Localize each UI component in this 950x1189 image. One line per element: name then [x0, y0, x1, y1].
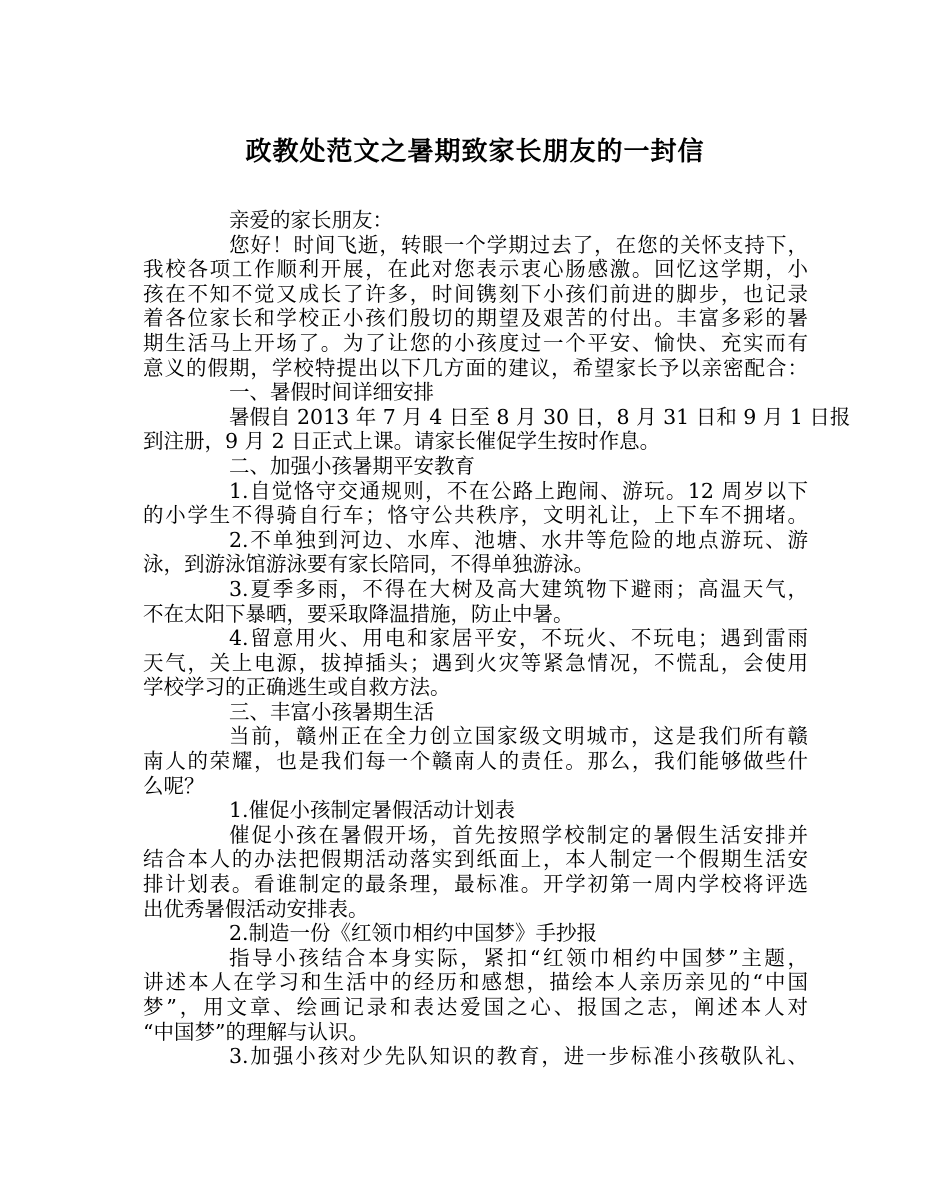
body-line: 3.加强小孩对少先队知识的教育，进一步标准小孩敬队礼、: [229, 1044, 808, 1069]
body-line: 亲爱的家长朋友：: [229, 208, 393, 232]
document-title: 政教处范文之暑期致家长朋友的一封信: [245, 137, 705, 167]
body-line: 排计划表。看谁制定的最条理，最标准。开学初第一周内学校将评选: [143, 872, 808, 897]
body-line: 二、加强小孩暑期平安教育: [229, 453, 475, 478]
body-line: 三、丰富小孩暑期生活: [229, 699, 434, 724]
body-line: 的小学生不得骑自行车；恪守公共秩序，文明礼让，上下车不拥堵。: [143, 503, 808, 528]
body-line: 南人的荣耀，也是我们每一个赣南人的责任。那么，我们能够做些什: [143, 749, 808, 774]
body-line: 结合本人的办法把假期活动落实到纸面上，本人制定一个假期生活安: [143, 847, 808, 872]
body-line: 期生活马上开场了。为了让您的小孩度过一个平安、愉快、充实而有: [143, 330, 808, 355]
body-line: 指导小孩结合本身实际，紧扣“红领巾相约中国梦”主题，: [229, 945, 808, 970]
body-line: 1.催促小孩制定暑假活动计划表: [229, 798, 516, 823]
body-line: 暑假自 2013 年 7 月 4 日至 8 月 30 日，8 月 31 日和 9 月 1 日报: [229, 404, 851, 429]
body-line: 我校各项工作顺利开展，在此对您表示衷心肠感激。回忆这学期，小: [143, 257, 808, 282]
body-line: 4.留意用火、用电和家居平安，不玩火、不玩电；遇到雷雨: [229, 626, 808, 651]
letter-body: [143, 208, 851, 1069]
body-line: 不在太阳下暴晒，要采取降温措施，防止中暑。: [143, 601, 574, 626]
body-line: 当前，赣州正在全力创立国家级文明城市，这是我们所有赣: [229, 724, 808, 749]
body-line: 天气，关上电源，拔掉插头；遇到火灾等紧急情况，不慌乱，会使用: [143, 650, 808, 675]
body-line: 着各位家长和学校正小孩们殷切的期望及艰苦的付出。丰富多彩的暑: [143, 306, 808, 331]
body-line: “中国梦”的理解与认识。: [143, 1019, 369, 1044]
body-line: 么呢？: [143, 773, 205, 798]
body-line: 意义的假期，学校特提出以下几方面的建议，希望家长予以亲密配合：: [143, 355, 808, 380]
body-line: 学校学习的正确逃生或自救方法。: [143, 675, 451, 700]
body-line: 梦”，用文章、绘画记录和表达爱国之心、报国之志，阐述本人对: [143, 995, 808, 1019]
body-line: 孩在不知不觉又成长了许多，时间镌刻下小孩们前进的脚步，也记录: [143, 281, 808, 306]
body-line: 1.自觉恪守交通规则，不在公路上跑闹、游玩。12 周岁以下: [229, 478, 808, 503]
body-line: 讲述本人在学习和生活中的经历和感想，描绘本人亲历亲见的“中国: [143, 970, 808, 995]
body-line: 泳，到游泳馆游泳要有家长陪同，不得单独游泳。: [143, 552, 594, 577]
body-line: 到注册，9 月 2 日正式上课。请家长催促学生按时作息。: [143, 429, 661, 454]
body-line: 2.不单独到河边、水库、池塘、水井等危险的地点游玩、游: [229, 527, 808, 552]
body-line: 您好！时间飞逝，转眼一个学期过去了，在您的关怀支持下，: [229, 232, 808, 257]
body-line: 3.夏季多雨，不得在大树及高大建筑物下避雨；高温天气，: [229, 576, 808, 601]
body-line: 催促小孩在暑假开场，首先按照学校制定的暑假生活安排并: [229, 822, 808, 847]
body-line: 2.制造一份《红领巾相约中国梦》手抄报: [229, 921, 598, 946]
body-line: 出优秀暑假活动安排表。: [143, 896, 369, 921]
body-line: 一、暑假时间详细安排: [229, 380, 434, 405]
